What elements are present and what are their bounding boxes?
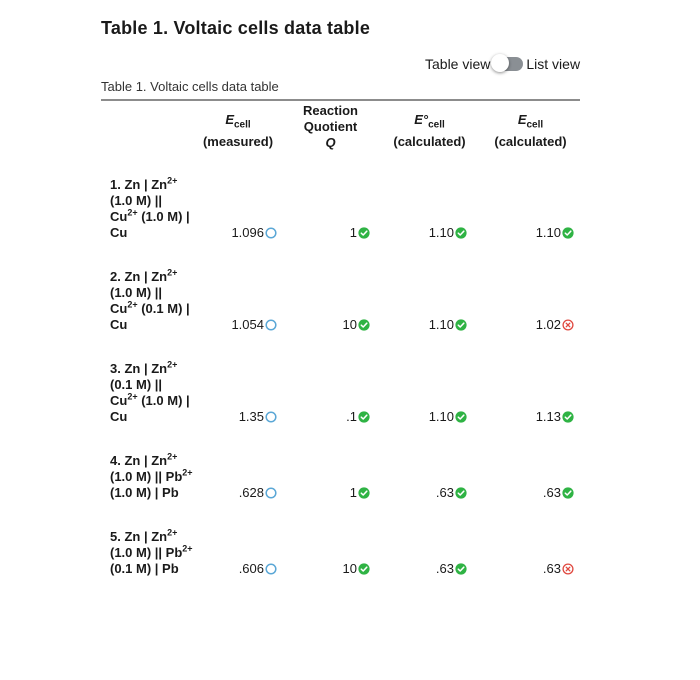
standard-ecell-cell	[378, 335, 481, 427]
check-circle-icon	[455, 319, 467, 331]
header-q-symbol: Q	[325, 135, 336, 150]
ion-charge: 2+	[127, 391, 138, 402]
calculated-ecell-cell	[481, 151, 580, 243]
check-circle-icon	[562, 227, 574, 239]
ion-charge: 2+	[182, 543, 193, 554]
header-ecell-measured	[193, 102, 283, 151]
calculated-ecell-cell	[481, 427, 580, 503]
measured-value: 1.054	[231, 317, 264, 332]
check-circle-icon	[562, 411, 574, 423]
standard-value: .63	[435, 485, 454, 500]
reaction-quotient-cell	[283, 503, 378, 579]
header-ecell-calculated	[481, 102, 580, 151]
standard-ecell-cell	[378, 503, 481, 579]
cell-notation	[101, 243, 193, 335]
info-circle-icon	[265, 563, 277, 575]
cell-notation-part: (0.1 M) | Cu	[110, 301, 190, 332]
table-row	[101, 151, 580, 243]
header-ecalc-symbol: E	[517, 112, 527, 127]
calculated-value: .63	[542, 561, 561, 576]
cell-notation-part: (1.0 M) || Pb	[110, 469, 183, 484]
standard-value: 1.10	[428, 225, 454, 240]
header-ecalc-note: (calculated)	[494, 133, 567, 149]
header-row	[101, 102, 580, 151]
table-row	[101, 335, 580, 427]
measured-value: 1.35	[238, 409, 264, 424]
ion-charge: 2+	[127, 207, 138, 218]
ion-charge: 2+	[182, 467, 193, 478]
cell-notation-part: (1.0 M) || Cu	[110, 285, 163, 316]
standard-ecell-cell	[378, 243, 481, 335]
calculated-ecell-cell	[481, 243, 580, 335]
standard-value: 1.10	[428, 317, 454, 332]
cell-notation-part: 3. Zn | Zn	[110, 361, 168, 376]
check-circle-icon	[455, 227, 467, 239]
table-divider	[101, 99, 580, 101]
info-circle-icon	[265, 319, 277, 331]
cell-notation	[101, 151, 193, 243]
cell-notation	[101, 335, 193, 427]
check-circle-icon	[455, 487, 467, 499]
cell-notation-part: 5. Zn | Zn	[110, 529, 168, 544]
view-toggle-group	[425, 54, 580, 74]
measured-value: 1.096	[231, 225, 264, 240]
voltaic-cells-table	[101, 102, 580, 579]
standard-value: .63	[435, 561, 454, 576]
header-measured-note: (measured)	[202, 133, 274, 149]
ion-charge: 2+	[167, 451, 178, 462]
calculated-value: 1.02	[535, 317, 561, 332]
check-circle-icon	[358, 487, 370, 499]
cell-notation-part: (1.0 M) || Pb	[110, 545, 183, 560]
cell-notation-part: (1.0 M) || Cu	[110, 193, 163, 224]
calculated-value: 1.13	[535, 409, 561, 424]
info-circle-icon	[265, 411, 277, 423]
quotient-value: 10	[342, 317, 357, 332]
header-q-line2: Quotient	[303, 119, 358, 134]
header-reaction-quotient	[283, 102, 378, 151]
table-row	[101, 503, 580, 579]
measured-ecell-cell	[193, 335, 283, 427]
page-title: Table 1. Voltaic cells data table	[101, 18, 371, 38]
measured-ecell-cell	[193, 427, 283, 503]
quotient-value: 1	[349, 485, 357, 500]
standard-ecell-cell	[378, 427, 481, 503]
check-circle-icon	[358, 411, 370, 423]
ion-charge: 2+	[167, 359, 178, 370]
ion-charge: 2+	[127, 299, 138, 310]
cell-notation-part: (0.1 M) || Cu	[110, 377, 163, 408]
header-e0-symbol: E°	[414, 112, 429, 127]
x-circle-icon	[562, 319, 574, 331]
standard-value: 1.10	[428, 409, 454, 424]
cell-notation	[101, 503, 193, 579]
check-circle-icon	[455, 411, 467, 423]
measured-ecell-cell	[193, 151, 283, 243]
info-circle-icon	[265, 227, 277, 239]
quotient-value: .1	[346, 409, 357, 424]
header-cell-label	[101, 102, 193, 151]
measured-value: .606	[238, 561, 264, 576]
cell-notation-part: 2. Zn | Zn	[110, 269, 168, 284]
cell-notation-part: 4. Zn | Zn	[110, 453, 168, 468]
quotient-value: 10	[342, 561, 357, 576]
cell-notation-part: (1.0 M) | Pb	[110, 485, 179, 500]
cell-notation-part: (1.0 M) | Cu	[110, 393, 190, 424]
cell-notation-part: 1. Zn | Zn	[110, 177, 168, 192]
measured-ecell-cell	[193, 503, 283, 579]
calculated-value: .63	[542, 485, 561, 500]
cell-notation	[101, 427, 193, 503]
calculated-ecell-cell	[481, 503, 580, 579]
check-circle-icon	[562, 487, 574, 499]
check-circle-icon	[358, 227, 370, 239]
list-view-label: List view	[526, 56, 581, 72]
reaction-quotient-cell	[283, 427, 378, 503]
header-ecell-subscript: cell	[233, 119, 251, 131]
check-circle-icon	[358, 319, 370, 331]
ion-charge: 2+	[167, 527, 178, 538]
cell-notation-part: (1.0 M) | Cu	[110, 209, 190, 240]
header-ecalc-subscript: cell	[526, 119, 544, 131]
table-row	[101, 427, 580, 503]
header-e0-note: (calculated)	[393, 133, 466, 149]
reaction-quotient-cell	[283, 243, 378, 335]
quotient-value: 1	[349, 225, 357, 240]
ion-charge: 2+	[167, 175, 178, 186]
info-circle-icon	[265, 487, 277, 499]
header-e0cell	[378, 102, 481, 151]
table-caption: Table 1. Voltaic cells data table	[101, 79, 279, 94]
view-toggle-switch[interactable]	[493, 57, 523, 71]
measured-ecell-cell	[193, 243, 283, 335]
cell-notation-part: (0.1 M) | Pb	[110, 561, 179, 576]
check-circle-icon	[358, 563, 370, 575]
calculated-value: 1.10	[535, 225, 561, 240]
measured-value: .628	[238, 485, 264, 500]
header-e0-subscript: cell	[428, 119, 445, 131]
standard-ecell-cell	[378, 151, 481, 243]
header-ecell-symbol: E	[225, 112, 234, 127]
reaction-quotient-cell	[283, 151, 378, 243]
table-view-label: Table view	[425, 56, 491, 72]
header-q-line1: Reaction	[303, 103, 358, 118]
calculated-ecell-cell	[481, 335, 580, 427]
table-row	[101, 243, 580, 335]
reaction-quotient-cell	[283, 335, 378, 427]
check-circle-icon	[455, 563, 467, 575]
x-circle-icon	[562, 563, 574, 575]
ion-charge: 2+	[167, 267, 178, 278]
